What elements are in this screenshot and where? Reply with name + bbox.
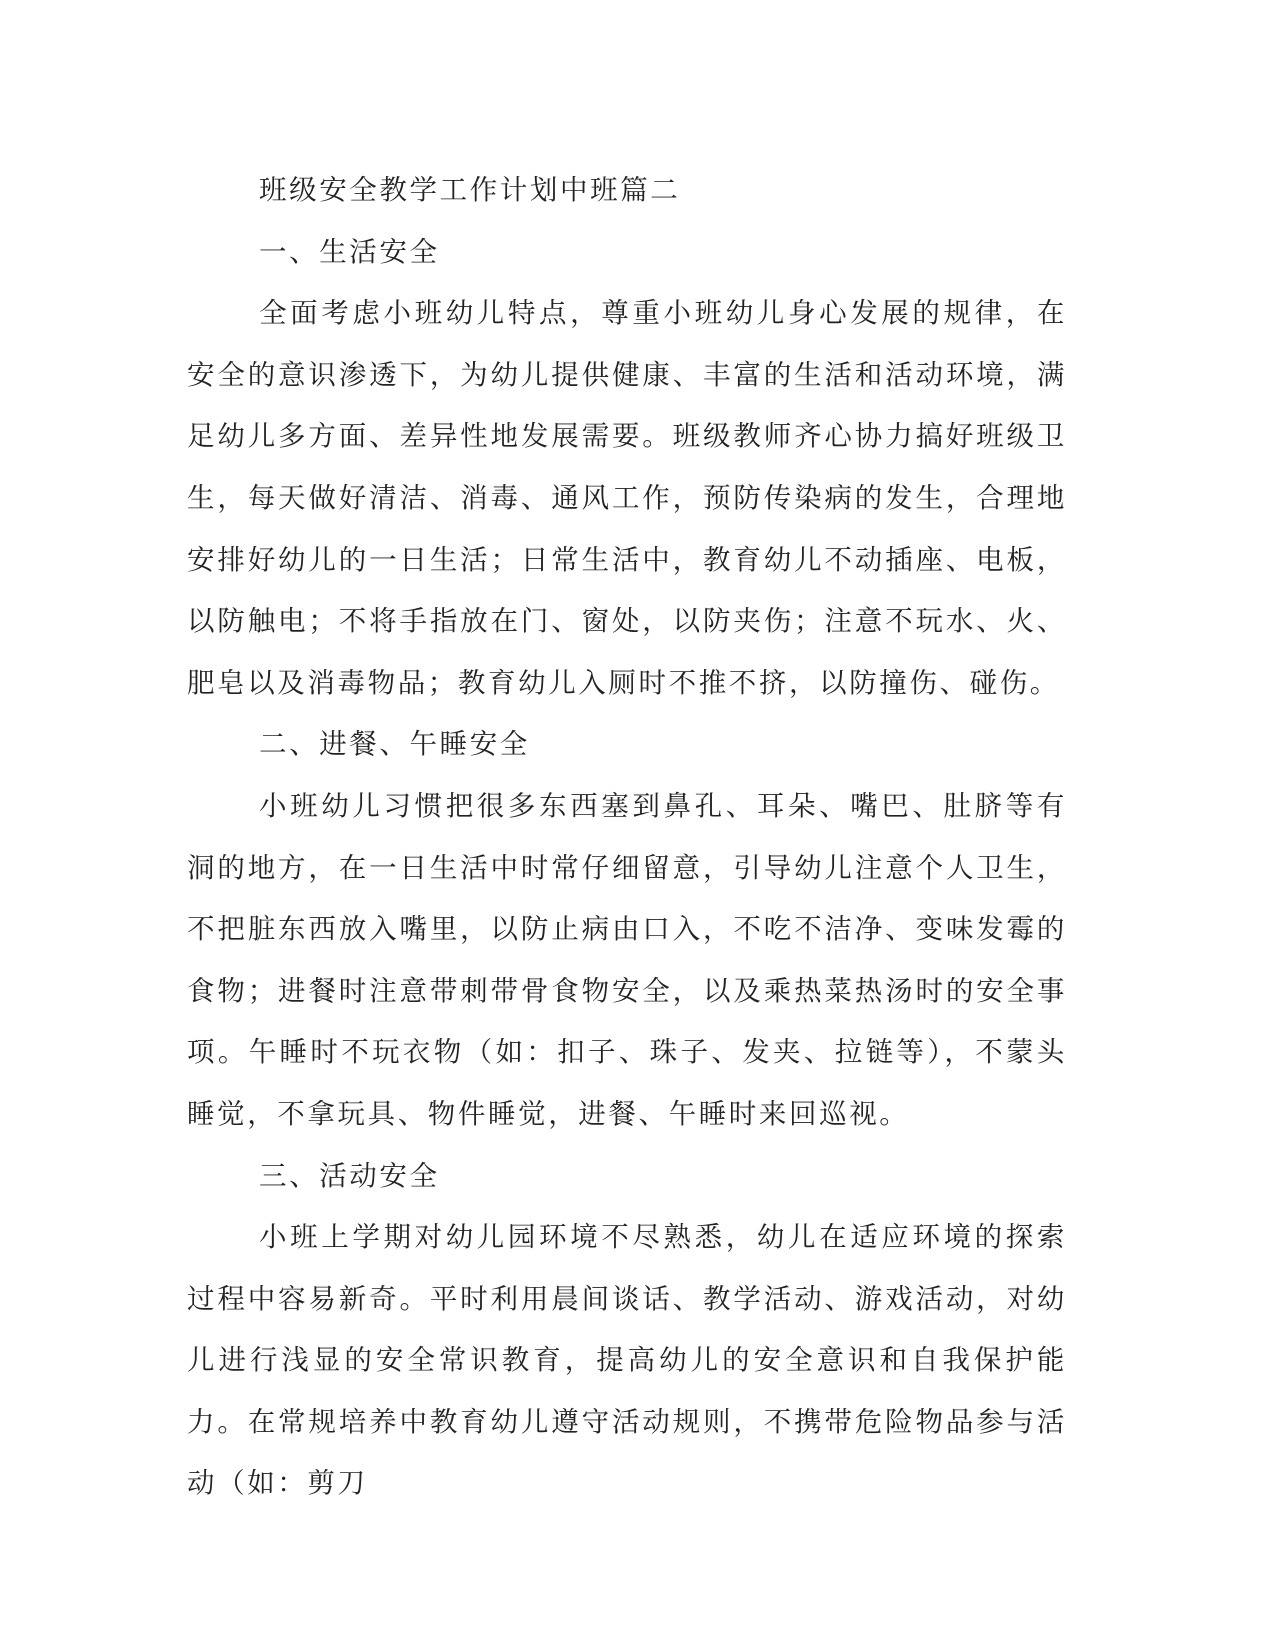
document-content: [187, 160, 1067, 1515]
section-heading-activity-safety: 三、活动安全: [259, 1159, 440, 1192]
section-heading-meal-nap-safety: 二、进餐、午睡安全: [259, 728, 530, 761]
section-body-life-safety: 全面考虑小班幼儿特点，尊重小班幼儿身心发展的规律，在安全的意识渗透下，为幼儿提供健康、丰富的生活和活动环境，满足幼儿多方面、差异性地发展需要。班级教师齐心协力搞好班级卫生，每天做好清洁、消毒、通风工作，预防传染病的发生，合理地安排好幼儿的一日生活；日常生活中，教育幼儿不动插座、电板，以防触电；不将手指放在门、窗处，以防夹伤；注意不玩水、火、肥皂以及消毒物品；教育幼儿入厕时不推不挤，以防撞伤、碰伤。: [187, 297, 1067, 699]
document-title: 班级安全教学工作计划中班篇二: [259, 174, 681, 206]
section-heading-life-safety: 一、生活安全: [259, 235, 440, 268]
section-body-activity-safety: 小班上学期对幼儿园环境不尽熟悉，幼儿在适应环境的探索过程中容易新奇。平时利用晨间谈话、教学活动、游戏活动，对幼儿进行浅显的安全常识教育，提高幼儿的安全意识和自我保护能力。在常规培养中教育幼儿遵守活动规则，不携带危险物品参与活动（如：剪刀: [187, 1221, 1067, 1500]
section-body-meal-nap-safety: 小班幼儿习惯把很多东西塞到鼻孔、耳朵、嘴巴、肚脐等有洞的地方，在一日生活中时常仔细留意，引导幼儿注意个人卫生，不把脏东西放入嘴里，以防止病由口入，不吃不洁净、变味发霉的食物；进餐时注意带刺带骨食物安全，以及乘热菜热汤时的安全事项。午睡时不玩衣物（如：扣子、珠子、发夹、拉链等），不蒙头睡觉，不拿玩具、物件睡觉，进餐、午睡时来回巡视。: [187, 789, 1067, 1130]
